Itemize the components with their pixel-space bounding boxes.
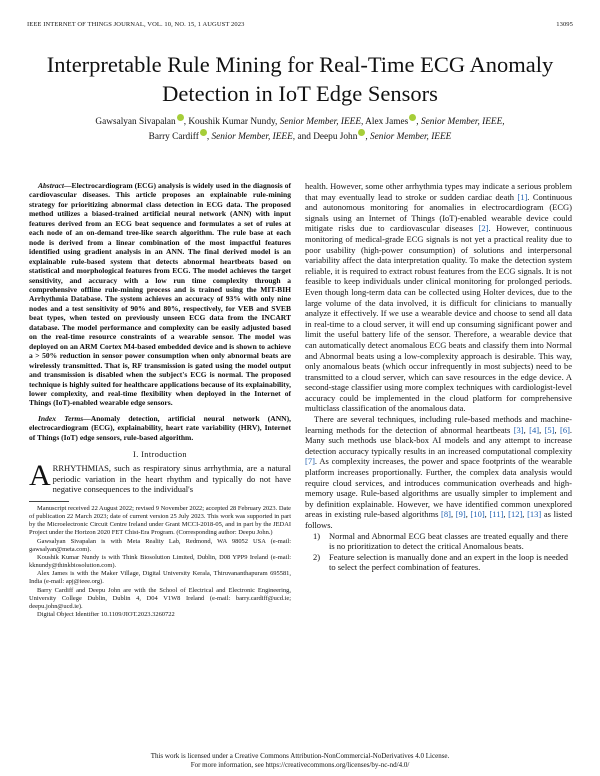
list-number: 2) [313,551,321,562]
orcid-icon[interactable] [358,129,365,136]
author-name: Alex James [365,117,409,127]
author-name: Gawsalyan Sivapalan [95,117,176,127]
index-terms [29,414,291,442]
body-text: . Many such methods use black-box AI models and any attempt to increase detection accuracy typically results in an increased computational complexity [305,424,573,456]
numbered-list [305,531,572,573]
abstract [29,181,291,408]
list-text: Feature selection is manually done and an expert in the loop is needed to select the perfect combination of features. [329,551,568,573]
right-column [305,181,572,573]
footnote: Digital Object Identifier 10.1109/JIOT.2023.3260722 [37,611,175,619]
index-terms-label: Index Terms— [38,413,91,423]
footnote: Alex James is with the Maker Village, Digital University Kerala, Thiruvananthapuram 695581, India (e-mail: apj@ieee.org). [29,570,291,586]
citation-link[interactable]: [6] [559,424,570,435]
citation-link[interactable]: [5] [544,424,555,435]
footnotes [29,501,291,619]
orcid-icon[interactable] [200,129,207,136]
citation-link[interactable]: [7] [305,456,315,467]
author-name: Koushik Kumar Nundy, [188,117,278,127]
footnote-divider [29,501,69,502]
drop-cap: A [29,459,51,493]
orcid-icon[interactable] [177,114,184,121]
abstract-text: Electrocardiogram (ECG) analysis is widely used in the diagnosis of cardiovascular diseases. This article proposes an explainable rule-mining strategy for prioritizing abnormal class detection in ECG data. The proposed method utilizes a biased-trained artificial neural network (ANN) with input features derived from an ECG beat sequence and formulates a set of rules at each node of an on-demand tree-like search algorithm. The rule base at each node is derived from a linear combination of the most impactful features identified using gradient analysis in an ANN. The final derived model is an explainable rule-based system that detects abnormal heartbeats based on statistical and morphological features from ECG. The model achieves the target sensitivity, and accuracy with a low run time complexity through a comprehensive offline rule-mining process and is trained using the MIT-BIH Arrhythmia Database. The system achieves an accuracy of 93% with only nine nodes and a test sensitivity of 90% and 80%, respectively, for VEB and SVEB beat types, when tested on previously unseen ECG data from the INCART database. The model performance and complexity can be easily adjusted based on the real-time resource constraints of a wearable sensor. The model was deployed on an ARM Cortex M4-based embedded device and is shown to achieve a > 50% reduction in sensor power consumption when only abnormal beats are wirelessly transmitted. That is, RF transmission is gated using the model output and transmission is disabled when the subject's ECG is normal. The proposed technique is highly suited for healthcare applications because of its explainability, lower complexity, and real-time flexibility when deployed in the Internet of Things (IoT)-enabled wearable edge sensors. [29,181,291,408]
citation-link[interactable]: [10] [470,509,485,520]
author-role: Senior Member, IEEE, [279,117,364,127]
author-name: Barry Cardiff [148,132,199,142]
intro-text: RRHYTHMIAS, such as respiratory sinus arrhythmia, are a natural periodic variation in the heart rhythm and typically do not have negative consequences to the individual's [52,463,291,495]
citation-link[interactable]: [1] [517,191,528,202]
author-role: Senior Member, IEEE, [420,117,505,127]
index-terms-text: Anomaly detection, artificial neural network (ANN), electrocardiogram (ECG), explainability, heart rate variability (HRV), Internet of Things (IoT) edge sensors, rule-based algorithm. [29,413,291,442]
citation-link[interactable]: [4] [529,424,540,435]
body-text: . However, continuous monitoring of medical-grade ECG signals is not yet a practical reality due to poor usability (high-power consumption) of solutions and interpersonal variability affect the data interpretation quality. To make the detection system reliable, it is required to extract robust features from the ECG signals. It is not feasible to keep individuals under clinical monitoring for prolonged periods. Even though long-term data can be collected using Holter devices, due to the large volume of the data involved, it is difficult for clinicians to manually analyze it effectively. If we use a wearable device and choose to send all data in real-time to a cloud server, it will end up consuming significant power and limit the useful battery life of the sensor. Therefore, a wearable device that can automatically detect anomalous ECG beats and classify them into Normal and Abnormal beats using a low-complexity approach is desirable. This way, only anomalous beats (which occur infrequently in most subjects) need to be transmitted to a cloud server, which can save resources in the edge device. A second-stage classifier using more complex techniques with cardiologist-level accuracy could be implemented in the cloud platform for comprehensive multiclass classification of the anomalous data. [305,223,572,414]
list-item [305,531,572,552]
license-line: This work is licensed under a Creative Commons Attribution-NonCommercial-NoDerivatives 4.0 License. [150,752,450,760]
author-role: Senior Member, IEEE [370,132,452,142]
citation-link[interactable]: [8] [441,509,451,520]
left-column [29,181,291,619]
paper-title: Interpretable Rule Mining for Real-Time ECG Anomaly Detection in IoT Edge Sensors [46,52,554,106]
body-text: . As complexity increases, the power and space footprints of the wearable platform increases proportionally. Further, the complex data analysis would require cloud services, and introduces communication overheads and high-memory usage. Rule-based algorithms are usually simpler to implement and by definition explainable. However, we have identified common unexplored areas in existing rule-based algorithms [305,456,572,520]
list-item [305,552,572,573]
body-text: . Continuous and autonomous monitoring for anomalies in electrocardiogram (ECG) signals using an Internet of Things (IoT)-enabled wearable device could mitigate risks due to cardiovascular diseases [305,191,573,234]
body-paragraph [305,181,572,414]
footnote: Barry Cardiff and Deepu John are with the School of Electrical and Electronic Engineering, University College Dublin, Dublin 4, D04 V1W8 Ireland (e-mail: barry.cardiff@ucd.ie; deepu.john@ucd.ie). [29,586,291,610]
footnote: Manuscript received 22 August 2022; revised 9 November 2022; accepted 28 February 2023. Date of publication 22 March 2023; date of current version 25 July 2023. This work was supported in part by the Microelectronic Circuit Centre Ireland under Grant MCCI-2018-05, and in part by the JEDAI Project under the Horizon 2020 FET Chist-Era Program. (Corresponding author: Deepu John.) [29,505,291,537]
body-text: health. However, some other arrhythmia types may indicate a serious problem that may eventually lead to stroke or sudden cardiac death [305,181,572,202]
footnote: Gawsalyan Sivapalan is with Meta Reality Lab, Redmond, WA 98052 USA (e-mail: gawsalyan@meta.com). [29,537,291,553]
citation-link[interactable]: [11] [489,509,504,520]
list-number: 1) [313,530,321,541]
citation-link[interactable]: [13] [527,509,542,520]
list-text: Normal and Abnormal ECG beat classes are treated equally and there is no prioritization to detect the critical Anomalous beats. [329,530,568,552]
citation-link[interactable]: [3] [513,424,524,435]
body-paragraph: There are several techniques, including rule-based methods and machine-learning methods for the detection of abnormal heartbeats [3], [4], [5], [6]. Many such methods use black-box AI models and any attempt to increase detection accuracy typically results in an increased computational complexity [7]. As complexity increases, the power and space footprints of the wearable platform increases proportionally. Further, the complex data analysis would require cloud services, and introduces communication overheads and high-memory usage. Rule-based algorithms are usually simpler to implement and by definition explainable. However, we have identified common unexplored areas in existing rule-based algorithms [8], [9], [10], [11], [12], [13] as listed follows. [305,414,573,530]
author-role: Senior Member, IEEE, [211,132,296,142]
abstract-label: Abstract— [38,181,72,190]
journal-header: IEEE INTERNET OF THINGS JOURNAL, VOL. 10, NO. 15, 1 AUGUST 2023 [27,21,245,28]
section-heading: I. Introduction [133,450,187,460]
citation-link[interactable]: [12] [508,509,523,520]
citation-link[interactable]: [2] [478,223,489,234]
intro-paragraph [29,459,291,495]
license-notice [40,752,560,770]
body-text: There are several techniques, including rule-based methods and machine-learning methods for the detection of abnormal heartbeats [305,414,572,435]
orcid-icon[interactable] [409,114,416,121]
running-header [27,21,573,31]
author-name: and Deepu John [297,132,358,142]
body-text: as listed follows. [305,509,573,530]
footnote: Koushik Kumar Nundy is with Think Biosolution Limited, Dublin, D08 YPP9 Ireland (e-mail: kknundy@thinkbiosolution.com). [29,553,291,570]
page-number: 13095 [556,21,573,28]
citation-link[interactable]: [9] [455,509,466,520]
license-line: For more information, see https://creativecommons.org/licenses/by-nc-nd/4.0/ [190,761,410,769]
author-list: Gawsalyan Sivapalan , Koushik Kumar Nundy, Senior Member, IEEE, Alex James , Senior Member, IEEE, Barry Cardiff , Senior Member, IEEE, and Deepu John , Senior Member, IEEE [40,114,560,144]
